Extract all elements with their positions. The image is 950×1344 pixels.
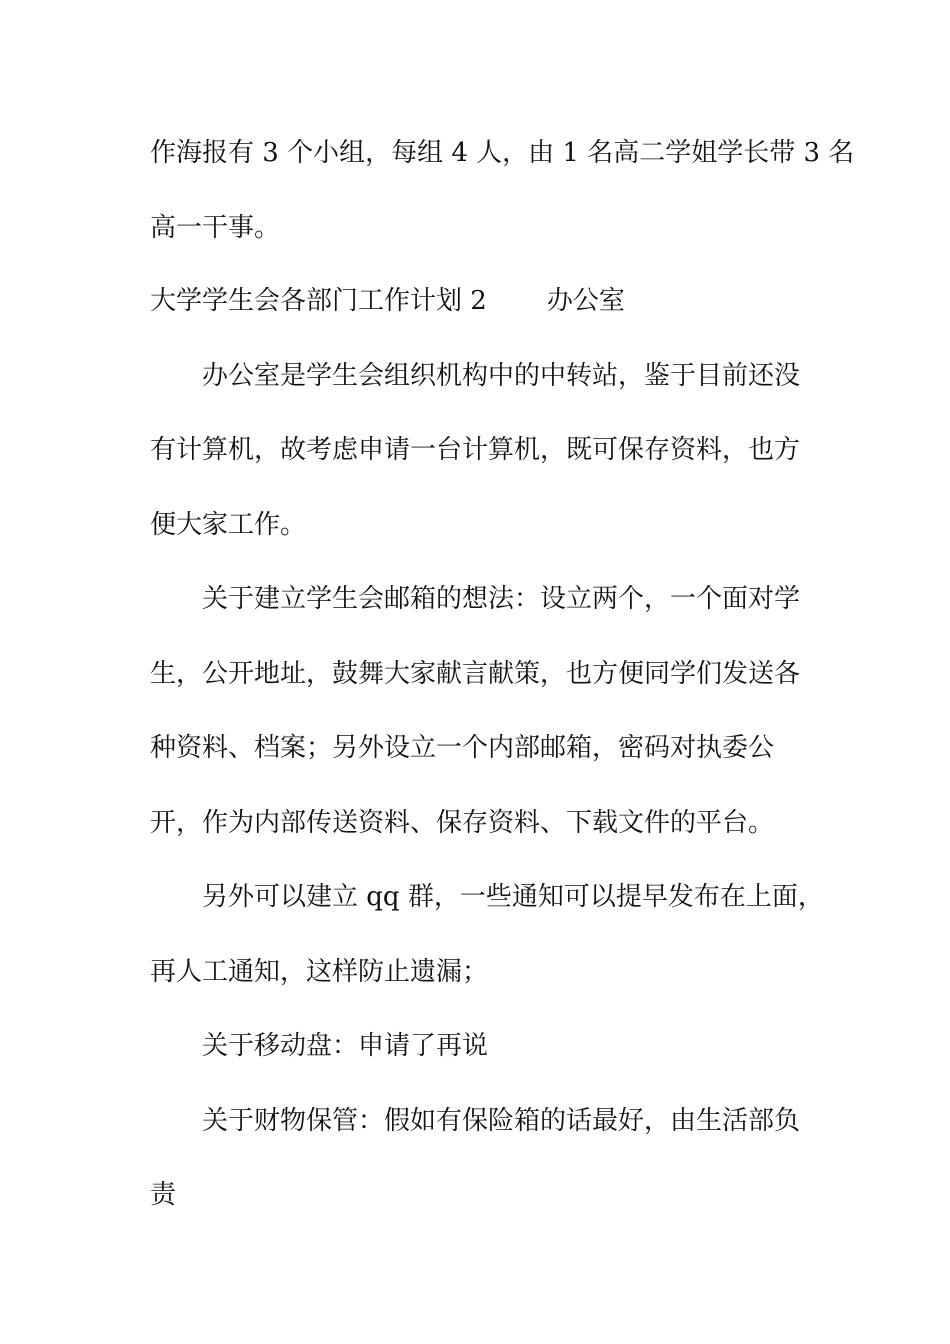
paragraph-5-line-2: 责 xyxy=(150,1180,177,1210)
paragraph-2-line-1: 关于建立学生会邮箱的想法：设立两个，一个面对学 xyxy=(202,584,801,614)
heading-section: 办公室 xyxy=(546,286,625,316)
paragraph-0-line-2: 高一干事。 xyxy=(150,213,281,243)
heading-title: 大学学生会各部门工作计划 2 xyxy=(150,286,487,316)
paragraph-1-line-2: 有计算机，故考虑申请一台计算机，既可保存资料，也方 xyxy=(150,435,801,465)
paragraph-2-line-2: 生，公开地址，鼓舞大家献言献策，也方便同学们发送各 xyxy=(150,659,801,689)
paragraph-3-line-2: 再人工通知，这样防止遗漏； xyxy=(150,957,489,987)
paragraph-2-line-3: 种资料、档案；另外设立一个内部邮箱，密码对执委公 xyxy=(150,733,775,763)
paragraph-3-line-1: 另外可以建立 qq 群，一些通知可以提早发布在上面， xyxy=(202,882,824,912)
paragraph-1-line-1: 办公室是学生会组织机构中的中转站，鉴于目前还没 xyxy=(202,361,801,391)
paragraph-5-line-1: 关于财物保管：假如有保险箱的话最好，由生活部负 xyxy=(202,1106,801,1136)
paragraph-4-line-1: 关于移动盘：申请了再说 xyxy=(202,1031,489,1061)
paragraph-0-line-1: 作海报有 3 个小组，每组 4 人，由 1 名高二学姐学长带 3 名 xyxy=(150,138,855,168)
section-heading xyxy=(150,283,625,319)
paragraph-2-line-4: 开，作为内部传送资料、保存资料、下载文件的平台。 xyxy=(150,808,775,838)
paragraph-1-line-3: 便大家工作。 xyxy=(150,510,307,540)
